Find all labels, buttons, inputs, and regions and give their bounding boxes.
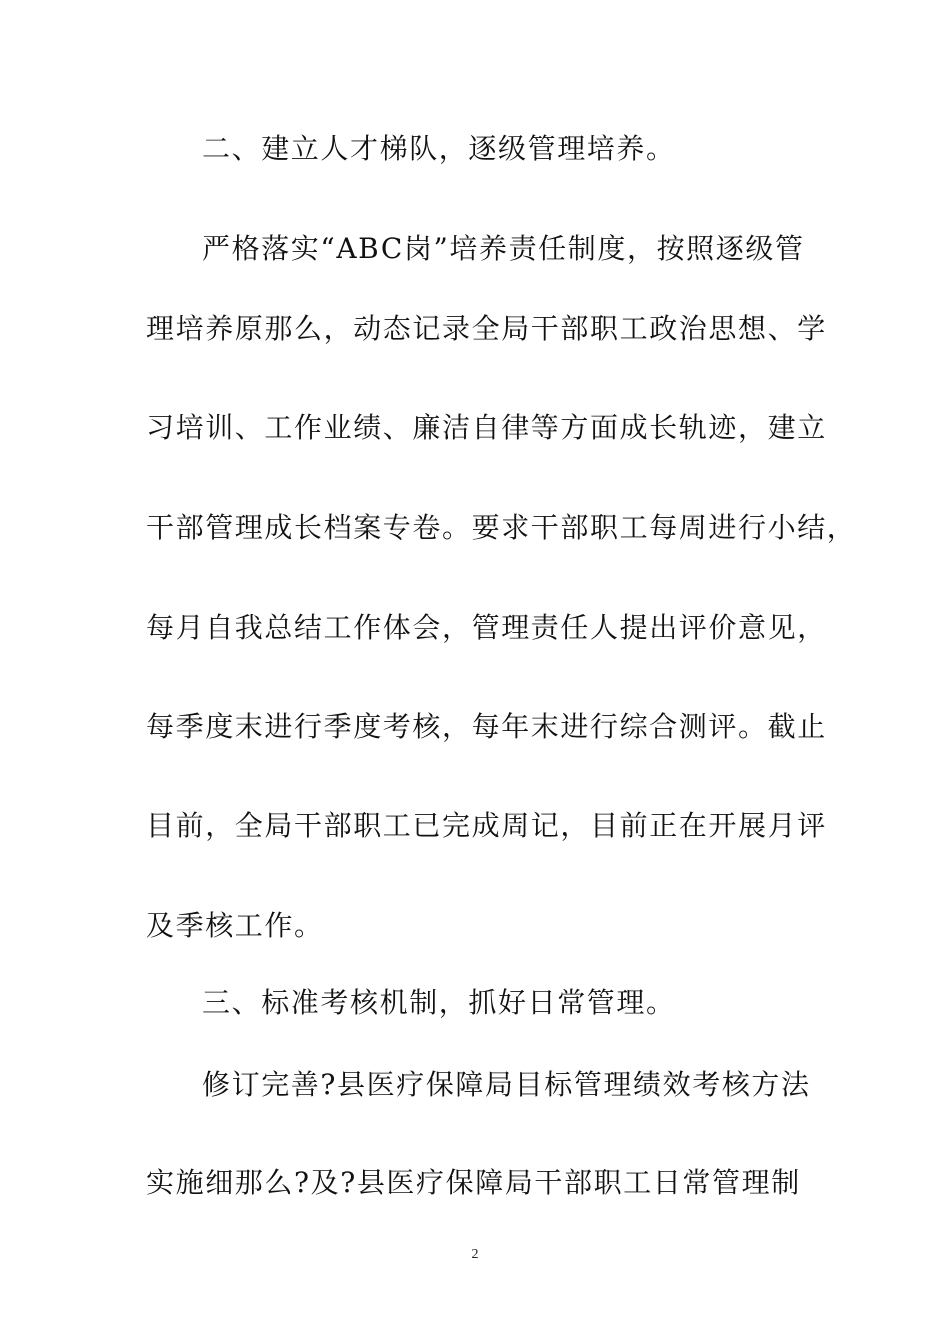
page-number: 2 xyxy=(471,1247,479,1262)
section-heading-2: 二、建立人才梯队，逐级管理培养。 xyxy=(202,132,676,165)
paragraph-line: 每季度末进行季度考核，每年末进行综合测评。截止 xyxy=(146,710,827,743)
paragraph-line: 严格落实“ABC岗”培养责任制度，按照逐级管 xyxy=(202,232,805,265)
paragraph-line: 干部管理成长档案专卷。要求干部职工每周进行小结， xyxy=(146,511,857,544)
paragraph-line: 实施细那么?及?县医疗保障局干部职工日常管理制 xyxy=(146,1166,801,1199)
paragraph-line: 理培养原那么，动态记录全局干部职工政治思想、学 xyxy=(146,312,827,345)
section-heading-3: 三、标准考核机制，抓好日常管理。 xyxy=(202,986,676,1019)
paragraph-line: 目前，全局干部职工已完成周记，目前正在开展月评 xyxy=(146,809,827,842)
paragraph-line: 修订完善?县医疗保障局目标管理绩效考核方法 xyxy=(202,1068,811,1101)
paragraph-line: 及季核工作。 xyxy=(146,909,324,942)
paragraph-line: 每月自我总结工作体会，管理责任人提出评价意见， xyxy=(146,611,827,644)
paragraph-line: 习培训、工作业绩、廉洁自律等方面成长轨迹，建立 xyxy=(146,411,827,444)
